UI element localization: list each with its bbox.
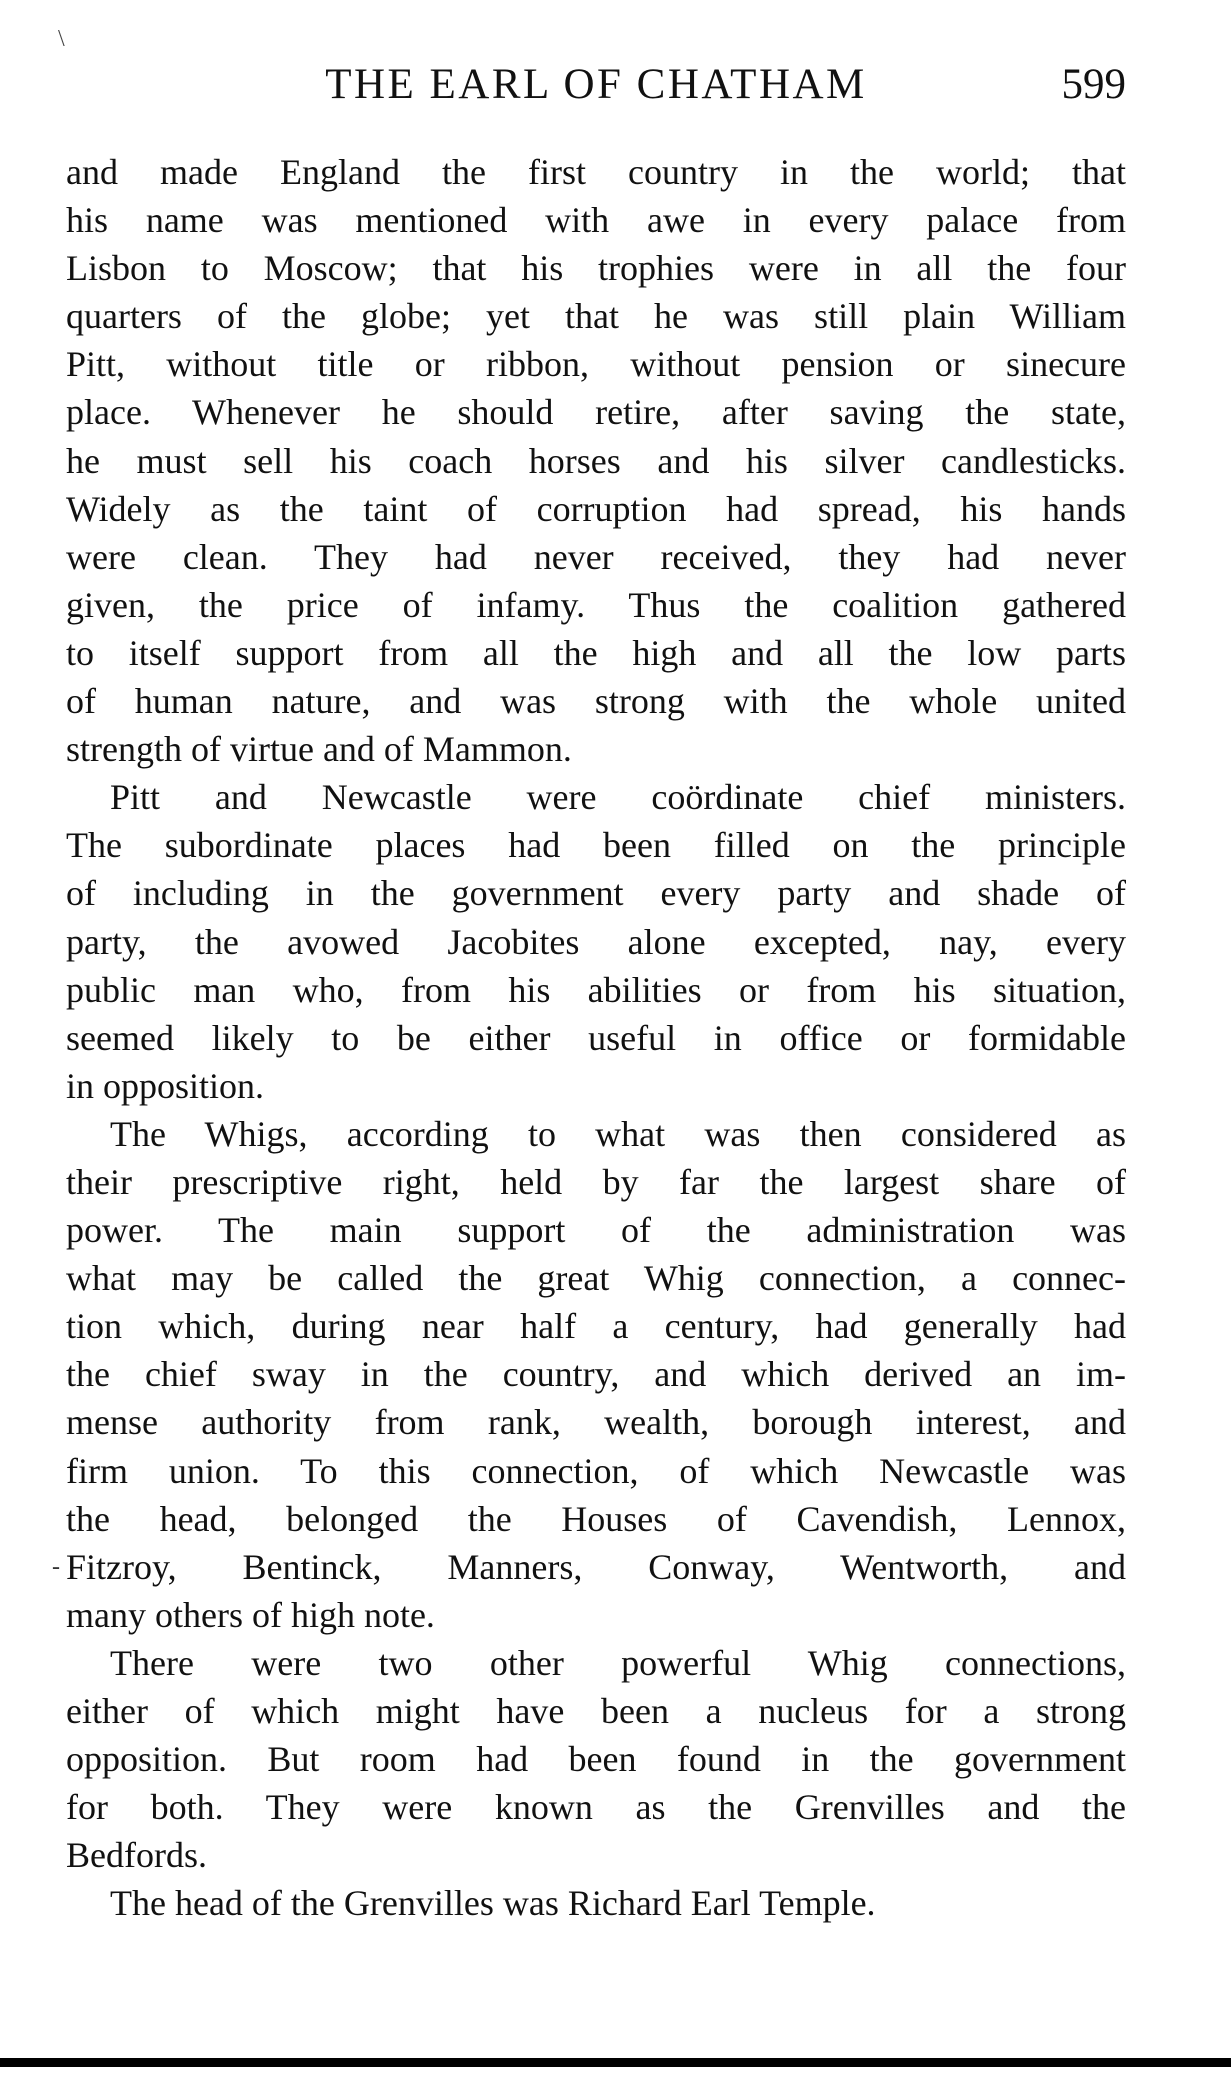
bottom-rule — [0, 2058, 1231, 2067]
margin-dash: - — [52, 1554, 60, 1580]
text-line: Pitt and Newcastle were coördinate chief ministers. — [110, 777, 1126, 818]
text-line: either of which might have been a nucleus for a strong — [66, 1691, 1126, 1731]
text-line: public man who, from his abilities or from his situation, — [66, 969, 1126, 1010]
text-line: of human nature, and was strong with the whole united — [66, 681, 1126, 722]
text-line: The head of the Grenvilles was Richard Earl Temple. — [110, 1883, 876, 1924]
text-line: for both. They were known as the Grenvilles and the — [66, 1787, 1126, 1828]
text-line: party, the avowed Jacobites alone excepted, nay, every — [66, 921, 1126, 962]
text-line: The subordinate places had been filled on the principle — [66, 825, 1126, 866]
text-line: quarters of the globe; yet that he was still plain William — [66, 296, 1126, 337]
text-line: seemed likely to be either useful in office or formidable — [66, 1017, 1126, 1058]
text-line: The Whigs, according to what was then considered as — [110, 1113, 1126, 1154]
text-line: Lisbon to Moscow; that his trophies were in all the four — [66, 248, 1126, 289]
text-line: opposition. But room had been found in the government — [66, 1739, 1126, 1780]
running-title: THE EARL OF CHATHAM — [325, 61, 867, 108]
text-line: the head, belonged the Houses of Cavendish, Lennox, — [66, 1498, 1126, 1539]
text-line: his name was mentioned with awe in every palace from — [66, 200, 1126, 241]
text-line: firm union. To this connection, of which Newcastle was — [66, 1450, 1126, 1491]
text-line: Widely as the taint of corruption had spread, his hands — [66, 488, 1126, 529]
text-line: given, the price of infamy. Thus the coalition gathered — [66, 584, 1126, 625]
text-line: were clean. They had never received, they had never — [66, 536, 1126, 577]
text-line: tion which, during near half a century, had generally had — [66, 1306, 1126, 1347]
text-line: to itself support from all the high and all the low parts — [66, 632, 1126, 673]
text-line: There were two other powerful Whig connections, — [110, 1642, 1126, 1683]
text-line: mense authority from rank, wealth, borough interest, and — [66, 1402, 1126, 1443]
text-line: Pitt, without title or ribbon, without pension or sinecure — [66, 344, 1126, 385]
text-line: he must sell his coach horses and his silver candlesticks. — [66, 440, 1126, 481]
text-line: place. Whenever he should retire, after saving the state, — [66, 392, 1126, 433]
text-line: Bedfords. — [66, 1835, 207, 1876]
page-number: 599 — [1061, 61, 1126, 108]
corner-mark: \ — [58, 26, 65, 52]
text-line: the chief sway in the country, and which derived an im- — [66, 1354, 1126, 1395]
text-line: in opposition. — [66, 1065, 265, 1106]
text-line: strength of virtue and of Mammon. — [66, 729, 572, 770]
text-line: and made England the first country in the world; that — [66, 152, 1126, 192]
text-line: power. The main support of the administration was — [66, 1210, 1126, 1251]
text-line: what may be called the great Whig connection, a connec- — [66, 1258, 1126, 1299]
text-line: of including in the government every party and shade of — [66, 873, 1126, 914]
text-line: Fitzroy, Bentinck, Manners, Conway, Wentworth, and — [66, 1546, 1126, 1587]
page-header — [66, 58, 1126, 118]
text-line: their prescriptive right, held by far the largest share of — [66, 1161, 1126, 1202]
text-line: many others of high note. — [66, 1594, 435, 1635]
body-text — [66, 148, 1126, 1927]
